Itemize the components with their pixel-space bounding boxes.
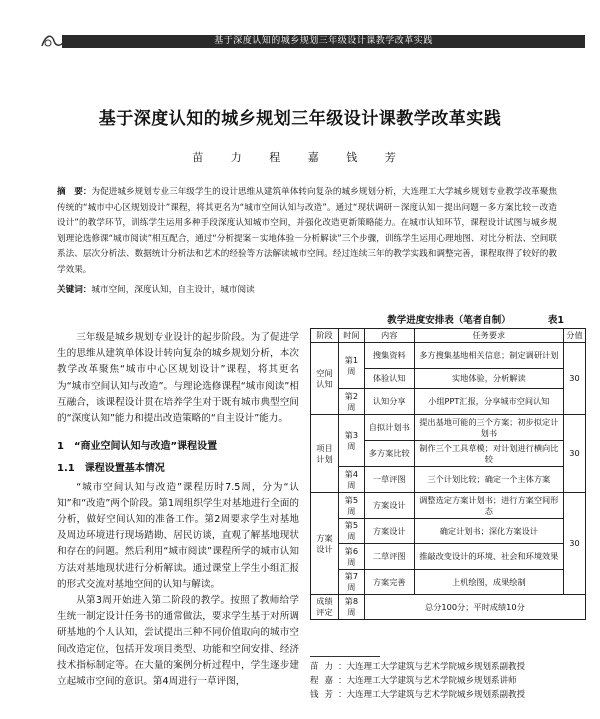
keywords-label: 关键词： [57,285,92,295]
table-cell-content: 搜集资料 [364,343,414,369]
table-cell-task: 上机绘图，成果绘制 [414,570,563,595]
table-caption [318,312,580,326]
table-cell-task: 总分100分；平时成绩10分 [364,595,585,620]
running-header-text: 基于深度认知的城乡规划三年级设计课教学改革实践 [62,35,585,48]
table-header-cell: 阶段 [311,329,339,343]
table-cell-content: 一草评图 [364,467,414,493]
table-cell-week: 第5周 [338,519,364,544]
table-cell-task: 多方搜集基地相关信息；制定调研计划 [414,343,563,369]
table-row [311,570,586,595]
article-authors: 苗 力 程 嘉 钱 芳 [192,151,408,164]
table-caption-text: 教学进度安排表（笔者自制） [387,315,511,326]
affiliation-row: 苗力：大连理工大学建筑与艺术学院城乡规划系副教授 [310,662,526,672]
table-number: 表1 [547,315,564,326]
table-cell-week: 第6周 [338,544,364,570]
table-cell-week: 第4周 [338,467,364,493]
affiliation-row: 程嘉：大连理工大学建筑与艺术学院城乡规划系讲师 [310,676,517,686]
table-cell-content: 二草评图 [364,544,414,570]
table-row [311,467,586,493]
table-cell-stage: 方案设计 [311,493,339,595]
table-cell-week: 第2周 [338,389,364,415]
table-cell-stage: 空间认知 [311,343,339,415]
affiliation-row: 钱芳：大连理工大学建筑与艺术学院城乡规划系副教授 [310,690,526,700]
table-row [311,493,586,519]
body-paragraph: “城市空间认知与改造”课程历时7.5周，分为“认知”和“改造”两个阶段。第1周组织学生对基地进行全面的分析，做好空间认知的准备工作。第2周要求学生对基地及周边环境进行现场踏勘、居民访谈，直观了解基地现状和存在的问题。然后利用“城市阅读”课程所学的城市认知方法对基地现状进行分析解读。通过课堂上学生小组汇报的形式交流对基地空间的认知与解读。 [57,481,299,590]
table-cell-task: 调整选定方案计划书；进行方案空间形态 [414,493,563,519]
table-row [311,519,586,544]
table-cell-content: 体验认知 [364,369,414,389]
table-row [311,544,586,570]
affiliation-text: 大连理工大学建筑与艺术学院城乡规划系副教授 [346,690,526,700]
abstract [57,185,557,278]
abstract-text: 为促进城乡规划专业三年级学生的设计思维从建筑单体转向复杂的城乡规划分析，大连理工大学城乡规划专业教学改革聚焦传统的“城市中心区规划设计”课程，将其更名为“城市空间认知与改造”。通过“现状调研－深度认知－提出问题－多方案比较－改造设计”的教学环节，训练学生运用多种手段深度认知城市空间，并强化改造更新策略能力。在城市认知环节，课程设计试图与城乡规划理论选修课“城市阅读”相互配合，通过“分析提案－实地体验－分析解读”三个步骤，训练学生运用心理地图、对比分析法、空间联系法、层次分析法、数据统计分析法和艺术的经验等方法解读城市空间。经过连续三年的教学实践和调整完善，课程取得了较好的教学效果。 [57,187,557,275]
table-header-cell: 任务要求 [414,329,563,343]
table-cell-task: 推敲改变设计的环境、社会和环境效果 [414,544,563,570]
affiliation-name: 苗力 [310,662,340,672]
affiliation-text: 大连理工大学建筑与艺术学院城乡规划系讲师 [346,676,517,686]
table-cell-content: 多方案比较 [364,441,414,467]
table-cell-week: 第3周 [338,415,364,467]
table-row [311,389,586,415]
table-cell-content: 自拟计划书 [364,415,414,441]
table-cell-task: 确定计划书；深化方案设计 [414,519,563,544]
table-cell-task: 提出基地可能的三个方案；初步拟定计划书 [414,415,563,441]
table-cell-week: 第1周 [338,343,364,389]
table-cell-stage: 项目计划 [311,415,339,493]
schedule-table [310,328,586,620]
table-cell-week: 第5周 [338,493,364,519]
keywords [57,283,557,298]
table-cell-content: 方案完善 [364,570,414,595]
body-paragraph: 三年级是城乡规划专业设计的起步阶段。为了促进学生的思维从建筑单体设计转向复杂的城乡规划分析，本次教学改革聚焦“城市中心区规划设计”课程，将其更名为“城市空间认知与改造”。与理论选修课程“城市阅读”相互融合，该课程设计贯在培养学生对于既有城市典型空间的“深度认知”能力和提出改造策略的“自主设计”能力。 [57,332,299,425]
table-cell-content: 方案设计 [364,519,414,544]
table-header-cell: 时间 [338,329,364,343]
table-row [311,595,586,620]
table-cell-stage: 成绩评定 [311,595,339,620]
table-cell-week: 第7周 [338,570,364,595]
table-cell-score: 30 [564,415,586,493]
table-cell-content: 方案设计 [364,493,414,519]
table-cell-score: 30 [564,493,586,595]
affiliation-name: 程嘉 [310,676,340,686]
table-cell-score: 30 [564,343,586,415]
table-row [311,343,586,369]
running-header [40,30,585,52]
table-header-row [311,329,586,343]
affiliation-name: 钱芳 [310,690,340,700]
abstract-label: 摘 要： [57,187,92,197]
table-header-cell: 内容 [364,329,414,343]
table-cell-task: 小组PPT汇报，分享城市空间认知 [414,389,563,415]
affiliation-text: 大连理工大学建筑与艺术学院城乡规划系副教授 [346,662,526,672]
body-left-column [57,330,299,690]
table-cell-task: 三个计划比较；确定一个主体方案 [414,467,563,493]
author-affiliations [310,660,590,702]
table-row [311,415,586,441]
subsection-heading: 1.1 课程设置基本情况 [57,463,165,475]
section-heading: 1 “商业空间认知与改造”课程设置 [57,441,218,453]
table-header-cell: 分值 [564,329,586,343]
table-cell-task: 实地体验，分析解读 [414,369,563,389]
keywords-text: 城市空间，深度认知，自主设计，城市阅读 [91,285,255,295]
table-cell-content: 认知分享 [364,389,414,415]
footnote-rule [310,656,380,657]
article-title: 基于深度认知的城乡规划三年级设计课教学改革实践 [98,109,502,129]
body-paragraph: 从第3周开始进入第二阶段的教学。按照了教师给学生统一制定设计任务书的通常做法，要求学生基于对所调研基地的个人认知，尝试提出三种不同价值取向的城市空间改造定位，包括开发项目类型、功能和空间安排、经济技术指标制定等。在大量的案例分析过程中，学生逐步建立起城市空间的意识。第4周进行一草评图， [57,595,299,688]
table-cell-week: 第8周 [338,595,364,620]
table-cell-task: 制作三个工具草模；对计划进行横向比较 [414,441,563,467]
